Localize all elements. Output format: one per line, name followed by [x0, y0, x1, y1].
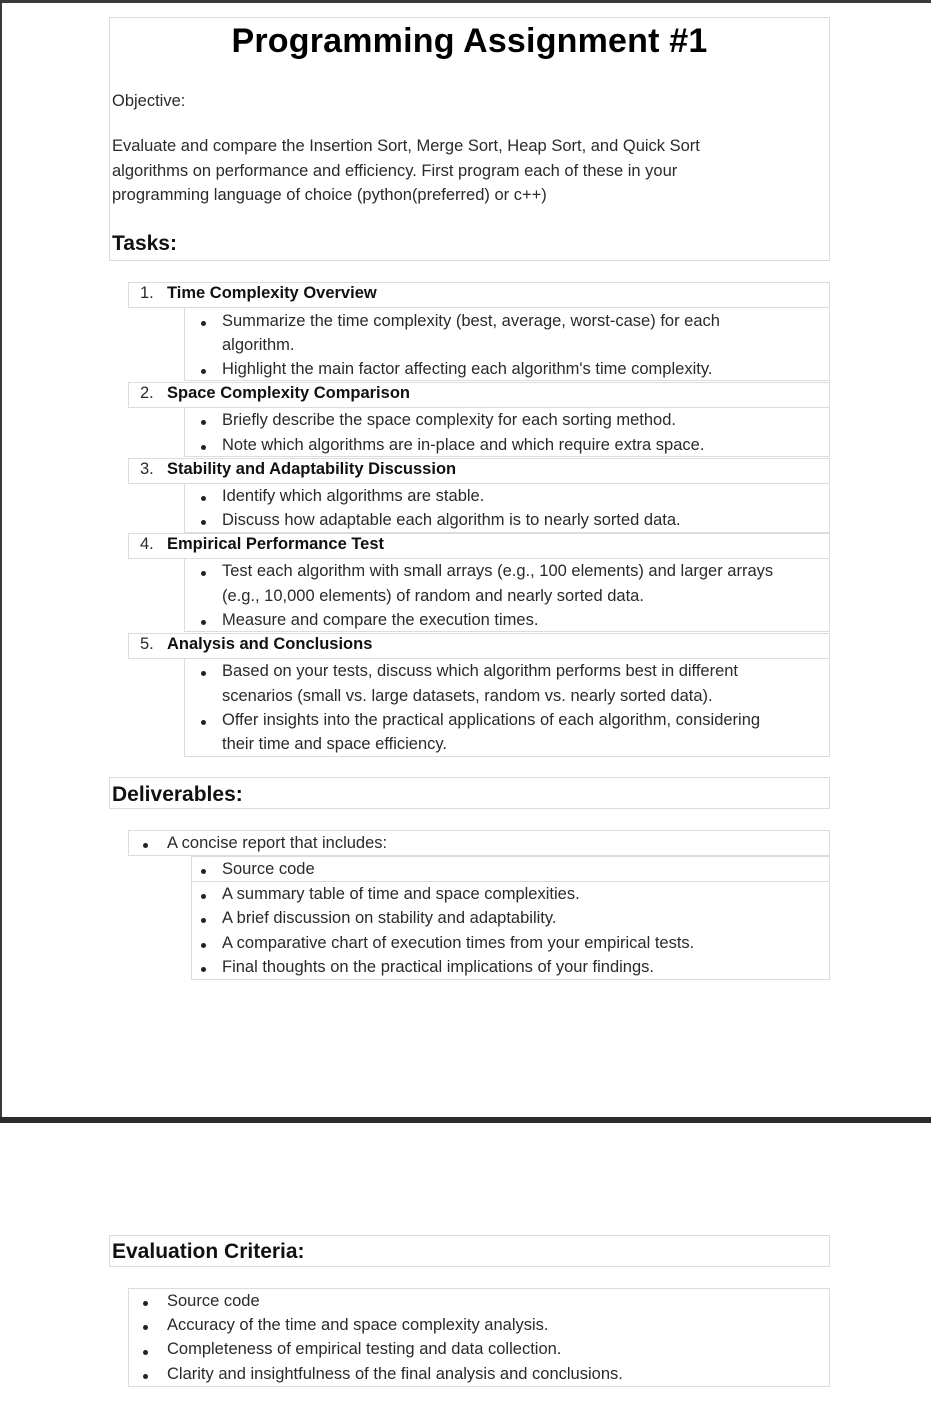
bullet-icon	[143, 1301, 148, 1306]
bullet-icon	[143, 1374, 148, 1379]
task-title: Space Complexity Comparison	[167, 384, 410, 402]
task-bullet-text: scenarios (small vs. large datasets, random vs. nearly sorted data).	[222, 687, 713, 705]
task-bullet-text: Offer insights into the practical applications of each algorithm, considering	[222, 711, 761, 729]
task-bullet-text: (e.g., 10,000 elements) of random and nearly sorted data.	[222, 587, 644, 605]
bullet-icon	[201, 321, 206, 326]
task-title: Analysis and Conclusions	[167, 635, 373, 653]
task-title: Empirical Performance Test	[167, 535, 385, 553]
objective-line: algorithms on performance and efficiency. First program each of these in your	[112, 162, 678, 180]
task-bullet-text: Discuss how adaptable each algorithm is to nearly sorted data.	[222, 511, 681, 529]
task-bullet-text: Briefly describe the space complexity for each sorting method.	[222, 411, 676, 429]
deliverable-item: Source code	[222, 860, 315, 878]
bullet-icon	[201, 369, 206, 374]
deliverables-heading: Deliverables:	[112, 783, 243, 806]
task-bullet-text: Identify which algorithms are stable.	[222, 487, 485, 505]
deliverable-item: A comparative chart of execution times from your empirical tests.	[222, 934, 695, 952]
bullet-icon	[143, 1325, 148, 1330]
task-number: 1.	[140, 284, 154, 302]
deliverable-item: A summary table of time and space complexities.	[222, 885, 580, 903]
objective-line: Evaluate and compare the Insertion Sort, Merge Sort, Heap Sort, and Quick Sort	[112, 137, 700, 155]
deliverable-item: A brief discussion on stability and adaptability.	[222, 909, 557, 927]
bullet-icon	[201, 620, 206, 625]
bullet-icon	[201, 420, 206, 425]
objective-label: Objective:	[112, 92, 186, 110]
evaluation-item: Clarity and insightfulness of the final analysis and conclusions.	[167, 1365, 623, 1383]
bullet-icon	[201, 571, 206, 576]
bullet-icon	[201, 894, 206, 899]
evaluation-item: Accuracy of the time and space complexity analysis.	[167, 1316, 549, 1334]
deliverable-item: Final thoughts on the practical implications of your findings.	[222, 958, 654, 976]
bullet-icon	[143, 1350, 148, 1355]
task-bullet-text: their time and space efficiency.	[222, 735, 448, 753]
task-number: 4.	[140, 535, 154, 553]
page-break	[0, 1117, 931, 1123]
page-border	[0, 0, 931, 3]
evaluation-item: Completeness of empirical testing and data collection.	[167, 1340, 562, 1358]
task-number: 2.	[140, 384, 154, 402]
task-bullet-text: Based on your tests, discuss which algorithm performs best in different	[222, 662, 739, 680]
bullet-icon	[201, 720, 206, 725]
task-number: 5.	[140, 635, 154, 653]
objective-line: programming language of choice (python(preferred) or c++)	[112, 186, 547, 204]
task-bullet-text: algorithm.	[222, 336, 295, 354]
task-bullet-text: Summarize the time complexity (best, average, worst-case) for each	[222, 312, 720, 330]
bullet-icon	[201, 520, 206, 525]
page-title: Programming Assignment #1	[231, 22, 708, 60]
task-bullet-text: Note which algorithms are in-place and which require extra space.	[222, 436, 705, 454]
evaluation-heading: Evaluation Criteria:	[112, 1240, 305, 1263]
bullet-icon	[143, 843, 148, 848]
evaluation-item: Source code	[167, 1292, 260, 1310]
bullet-icon	[201, 671, 206, 676]
bullet-icon	[201, 496, 206, 501]
bullet-icon	[201, 943, 206, 948]
deliverables-intro: A concise report that includes:	[167, 834, 388, 852]
bullet-icon	[201, 869, 206, 874]
bullet-icon	[201, 967, 206, 972]
task-bullet-text: Highlight the main factor affecting each algorithm's time complexity.	[222, 360, 713, 378]
task-title: Stability and Adaptability Discussion	[167, 460, 457, 478]
bullet-icon	[201, 918, 206, 923]
task-title: Time Complexity Overview	[167, 284, 377, 302]
task-bullet-text: Test each algorithm with small arrays (e.g., 100 elements) and larger arrays	[222, 562, 774, 580]
page-border-left	[0, 0, 2, 1122]
task-number: 3.	[140, 460, 154, 478]
tasks-heading: Tasks:	[112, 232, 177, 255]
bullet-icon	[201, 445, 206, 450]
task-bullet-text: Measure and compare the execution times.	[222, 611, 539, 629]
